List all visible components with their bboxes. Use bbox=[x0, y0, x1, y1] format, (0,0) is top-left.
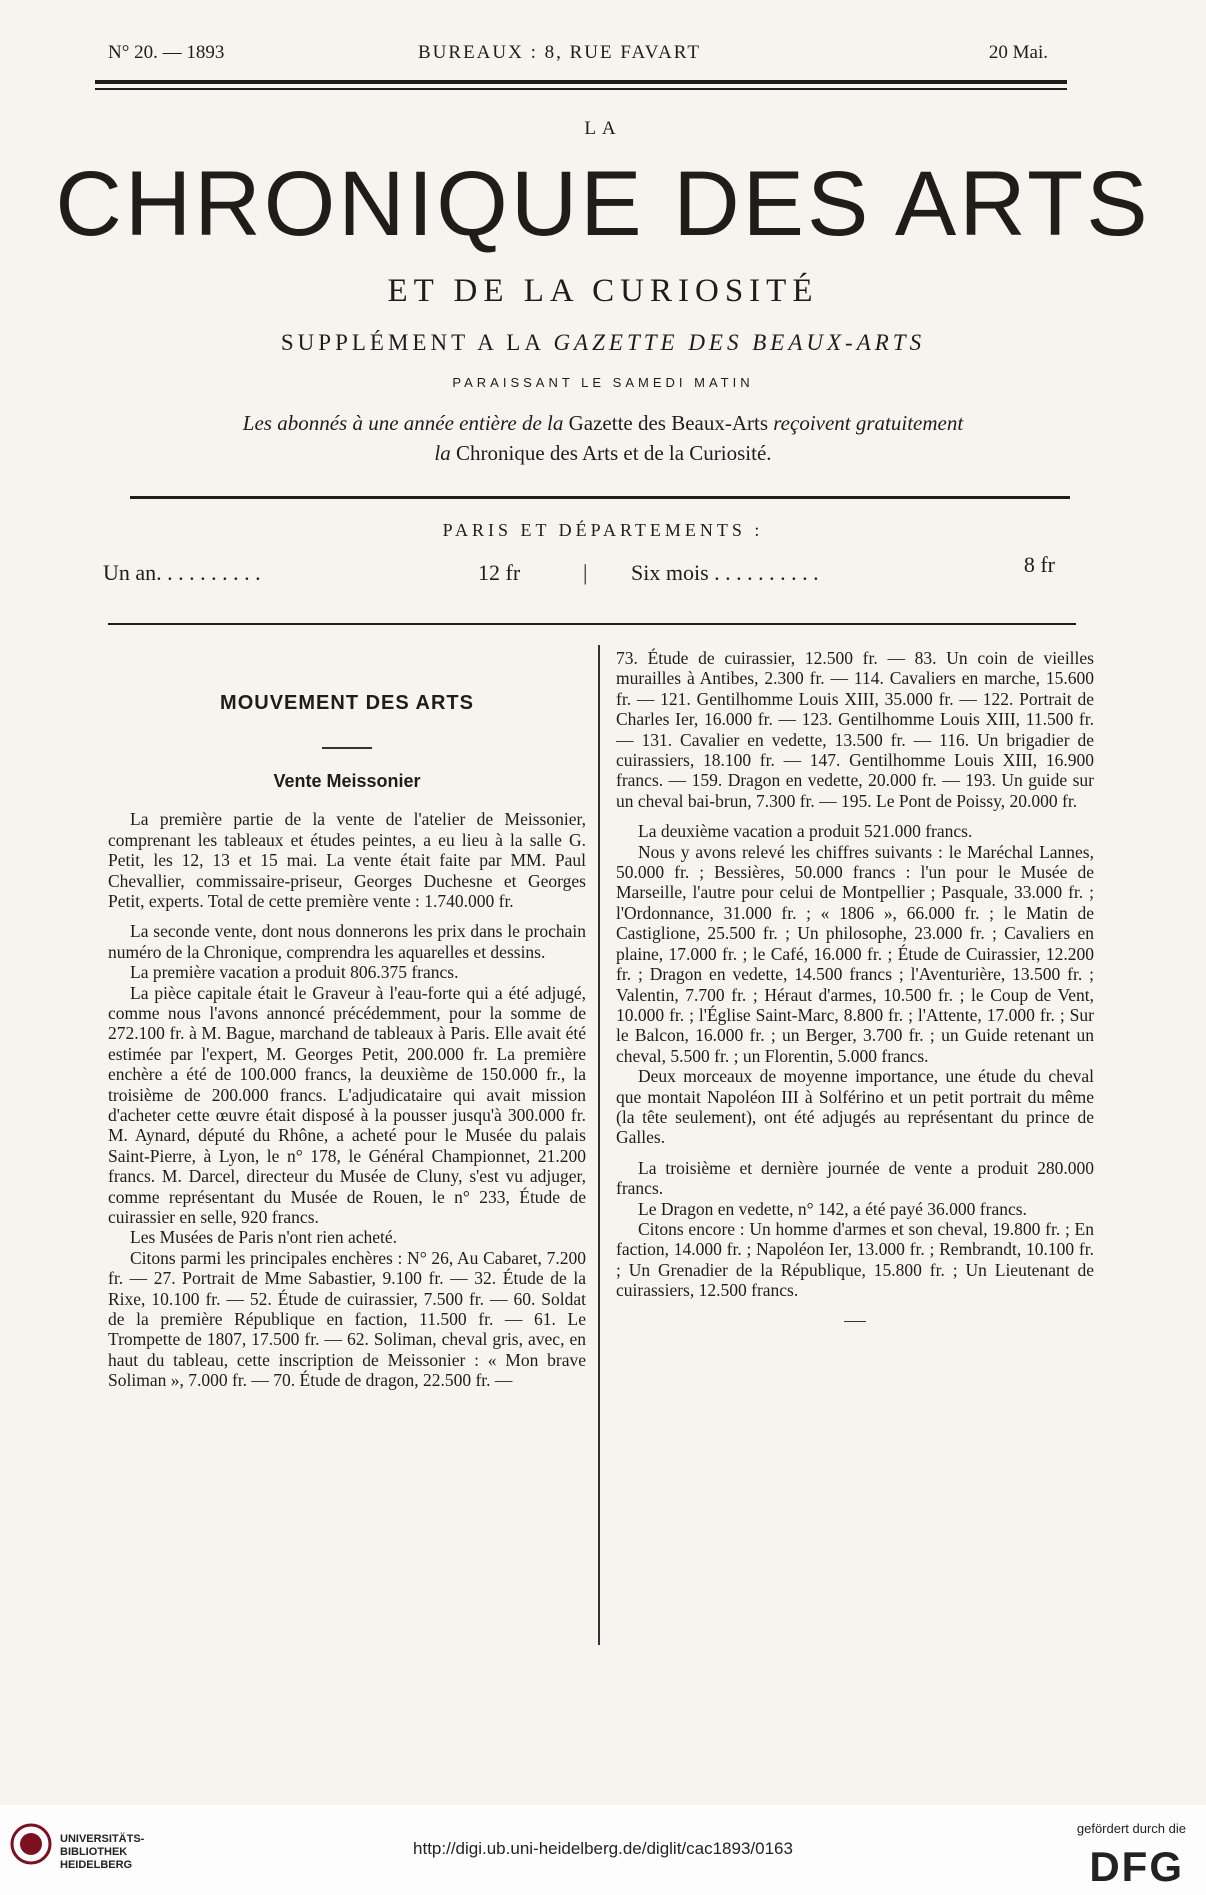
article-heading: Vente Meissonier bbox=[273, 770, 421, 791]
university-name: UNIVERSITÄTS- BIBLIOTHEK HEIDELBERG bbox=[60, 1833, 145, 1871]
paragraph: Le Dragon en vedette, n° 142, a été payé 36.000 francs. bbox=[638, 1198, 1027, 1219]
year-price: 12 fr bbox=[478, 560, 521, 585]
subscribers-note: Les abonnés à une année entière de la Gazette des Beaux-Arts reçoivent gratuitement la Chronique des Arts et de la Curiosité. bbox=[242, 411, 964, 465]
paragraph: Les Musées de Paris n'ont rien acheté. bbox=[130, 1227, 398, 1248]
year-label: Un an. . . . . . . . . . bbox=[103, 560, 261, 585]
paragraph: La première partie de la vente de l'atelier de Meissonier, comprenant les tableaux et études peintes, a eu lieu à la salle G. Petit, les 12, 13 et 15 mai. La vente était faite par MM. Paul Chevallier, commissaire-priseur, Georges Duchesne et Georges Petit, experts. Total de cette première vente : 1.740.000 fr. bbox=[108, 809, 586, 911]
column-divider bbox=[598, 645, 600, 1645]
right-column bbox=[616, 648, 1094, 1322]
header-rule-thin bbox=[95, 88, 1067, 90]
section-rule bbox=[322, 747, 372, 749]
masthead-subtitle: ET DE LA CURIOSITÉ bbox=[387, 273, 819, 309]
digitization-footer bbox=[0, 1805, 1206, 1895]
left-column bbox=[108, 643, 586, 1391]
paragraph: La seconde vente, dont nous donnerons les prix dans le prochain numéro de la Chronique, comprendra les aquarelles et dessins. bbox=[108, 921, 586, 962]
issue-number: N° 20. — 1893 bbox=[108, 42, 225, 63]
frequency-line: PARAISSANT LE SAMEDI MATIN bbox=[452, 375, 754, 390]
paragraph: Deux morceaux de moyenne importance, une étude du cheval que montait Napoléon III à Solférino et un petit portrait du même (la tête seulement), ont été adjugés au représentant du prince de Galles. bbox=[616, 1066, 1094, 1148]
half-year-price: 8 fr bbox=[1023, 552, 1055, 577]
funding-label: gefördert durch die bbox=[1076, 1821, 1186, 1836]
dfg-logo: DFG bbox=[1089, 1843, 1184, 1890]
gazette-title: GAZETTE DES BEAUX-ARTS bbox=[553, 330, 926, 355]
paragraph: Nous y avons relevé les chiffres suivants : le Maréchal Lannes, 50.000 fr. ; Bessières, 50.000 francs : l'un pour le Musée de Marseille, l'autre pour celui de Montpellier ; Pasquale, 33.000 fr. ; l'Ordonnance, 31.000 fr. ; « 1806 », 66.000 fr. ; le Matin de Castiglione, 25.500 fr. ; Un philosophe, 23.000 fr. ; Cavaliers en plaine, 17.000 fr. ; le Café, 16.000 fr. ; Étude de Cuirassier, 12.200 fr. ; Dragon en vedette, 14.500 francs ; l'Aventurière, 13.500 fr. ; Valentin, 7.700 fr. ; Héraut d'armes, 10.500 fr. ; le Coup de Vent, 10.000 fr. ; l'Église Saint-Marc, 8.800 fr. ; l'Attente, 17.000 fr. ; Sur le Balcon, 16.000 fr. ; un Berger, 3.700 fr. ; un Guide retenant un cheval, 5.500 fr. ; un Florentin, 5.000 francs. bbox=[616, 841, 1094, 1066]
prices-rule bbox=[108, 623, 1076, 625]
office-address: BUREAUX : 8, RUE FAVART bbox=[418, 42, 701, 63]
masthead-rule bbox=[130, 496, 1070, 499]
paragraph: Citons encore : Un homme d'armes et son cheval, 19.800 fr. ; En faction, 14.000 fr. ; Napoléon Ier, 13.000 fr. ; Rembrandt, 10.100 fr. ; Un Grenadier de la République, 15.800 fr. ; Un Lieutenant de cuirassiers, 12.500 francs. bbox=[616, 1218, 1094, 1301]
source-url[interactable]: http://digi.ub.uni-heidelberg.de/diglit/cac1893/0163 bbox=[413, 1839, 793, 1858]
paragraph: La première vacation a produit 806.375 francs. bbox=[130, 962, 459, 983]
supplement-line: SUPPLÉMENT A LA GAZETTE DES BEAUX-ARTS bbox=[280, 330, 926, 355]
issue-date: 20 Mai. bbox=[988, 42, 1048, 63]
section-title: MOUVEMENT DES ARTS bbox=[220, 692, 474, 714]
header-rule-thick bbox=[95, 80, 1067, 84]
subscription-prices bbox=[103, 552, 1063, 594]
region-label: PARIS ET DÉPARTEMENTS : bbox=[442, 520, 764, 540]
paragraph: Citons parmi les principales enchères : N° 26, Au Cabaret, 7.200 fr. — 27. Portrait de Mme Sabastier, 9.100 fr. — 32. Étude de la Rixe, 10.100 fr. — 52. Étude de cuirassier, 7.500 fr. — 60. Soldat de la première République en faction, 11.500 fr. — 61. Le Trompette de 1807, 17.500 fr. — 62. Soliman, cheval gris, avec, en haut du tableau, cette inscription de Meissonier : « Mon brave Soliman », 7.000 fr. — 70. Étude de dragon, 22.500 fr. — bbox=[108, 1247, 586, 1391]
masthead-la: LA bbox=[584, 118, 622, 139]
page-header bbox=[108, 42, 1048, 72]
paragraph: 73. Étude de cuirassier, 12.500 fr. — 83. Un coin de vieilles murailles à Antibes, 2.300 fr. — 114. Cavaliers en marche, 15.600 fr. — 121. Gentilhomme Louis XIII, 35.000 fr. — 122. Portrait de Charles Ier, 16.000 fr. — 123. Gentilhomme Louis XIII, 11.500 fr. — 131. Cavalier en vedette, 13.500 fr. — 116. Un brigadier de cuirassiers, 18.100 fr. — 147. Gentilhomme Louis XIII, 16.900 francs. — 159. Dragon en vedette, 20.000 fr. — 193. Un guide sur un cheval bai-brun, 7.300 fr. — 195. Le Pont de Poissy, 20.000 fr. bbox=[616, 648, 1094, 811]
masthead-title: CHRONIQUE DES ARTS bbox=[55, 153, 1151, 255]
paragraph: La troisième et dernière journée de vente a produit 280.000 francs. bbox=[616, 1157, 1094, 1199]
paragraph: La deuxième vacation a produit 521.000 francs. bbox=[638, 821, 973, 842]
paragraph: La pièce capitale était le Graveur à l'eau-forte qui a été adjugé, comme nous l'avons annoncé précédemment, pour la somme de 272.100 fr. à M. Bague, marchand de tableaux à Paris. Elle avait été estimée par l'expert, M. Georges Petit, 200.000 fr. La première enchère a été de 100.000 francs, la deuxième de 150.000 fr., la troisième de 200.000 francs. L'adjudicataire qui avait mission d'acheter cette œuvre était disposé à la pousser jusqu'à 300.000 fr. M. Aynard, député du Rhône, a acheté pour le Musée du palais Saint-Pierre, à Lyon, le n° 178, le Général Championnet, 21.200 francs. M. Darcel, directeur du Musée de Cluny, s'est vu adjuger, comme représentant du Musée de Rouen, le n° 233, Étude de cuirassier en selle, 920 francs. bbox=[108, 982, 586, 1228]
article-end-rule bbox=[844, 1321, 866, 1323]
price-separator: | bbox=[583, 560, 588, 585]
half-year-label: Six mois . . . . . . . . . . bbox=[631, 560, 819, 585]
